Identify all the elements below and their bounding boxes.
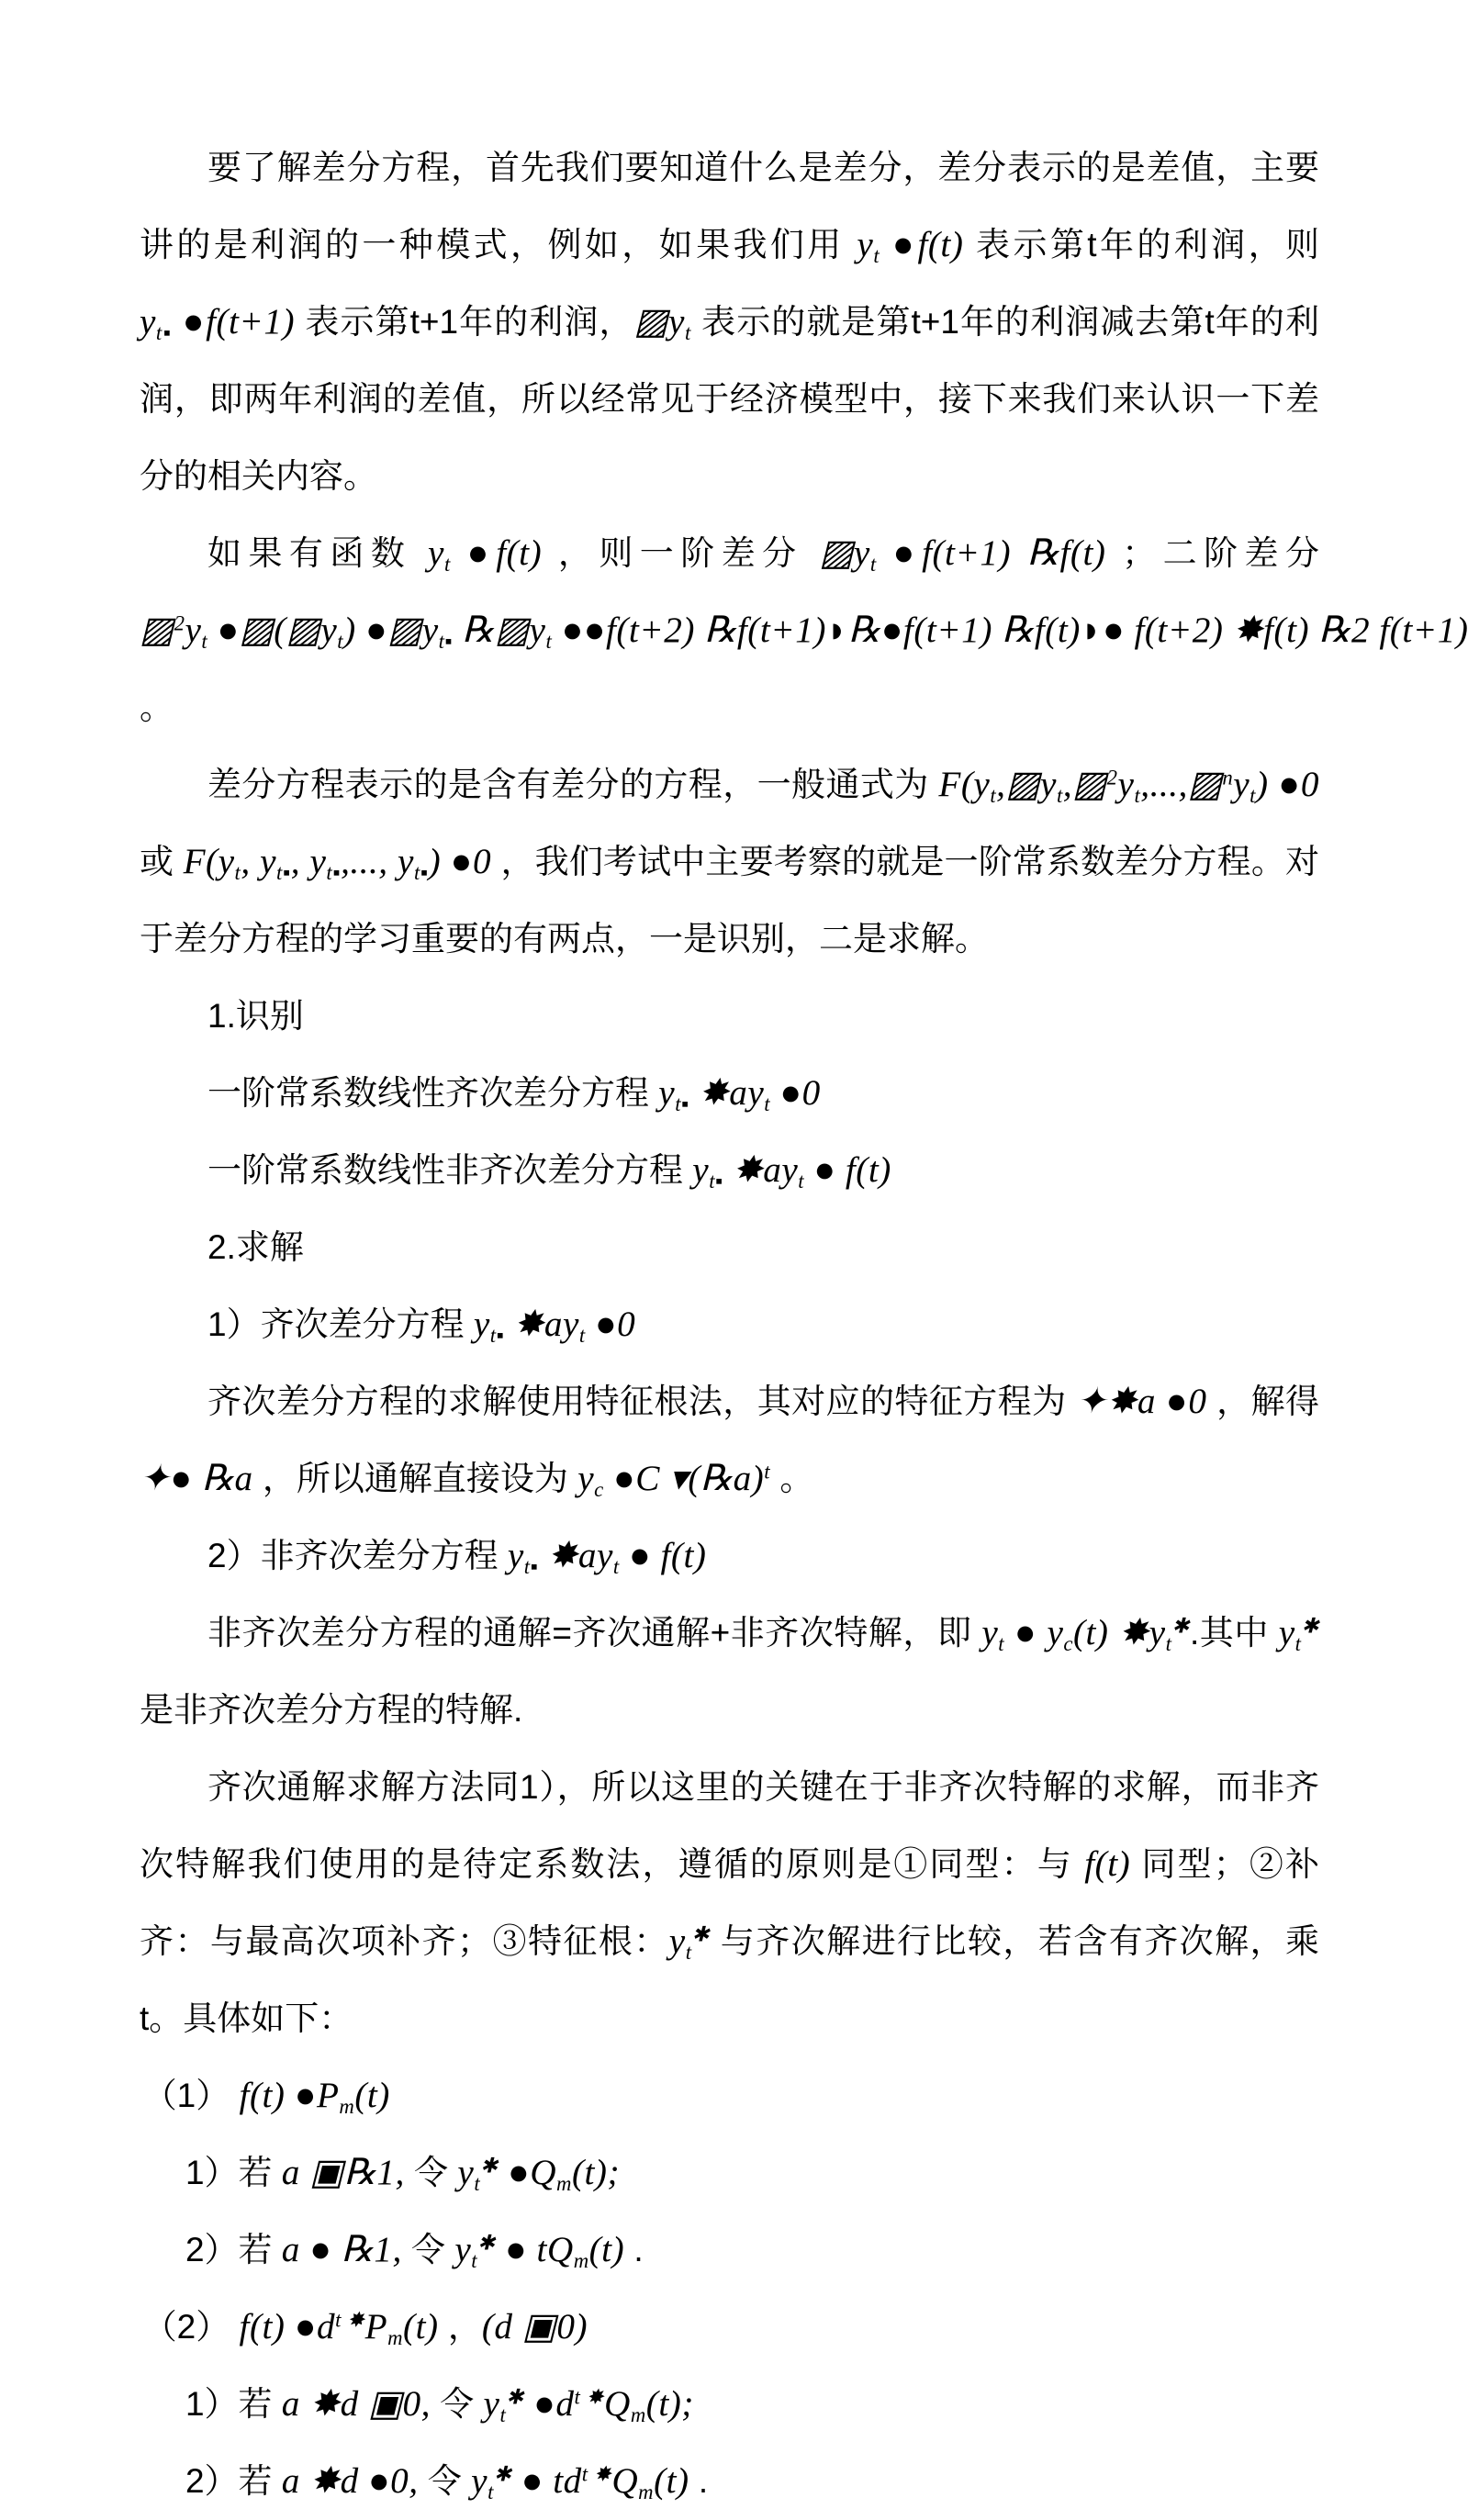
math-formula: $y_t^✱$ $●d^{t ✸}Q_m(t)$; bbox=[483, 2384, 694, 2426]
heading-identify: 1.识别 bbox=[207, 997, 304, 1035]
line-nonhomogeneous-equation: 一阶常系数线性非齐次差分方程 $y_{t▪}$ $✸ay_t$ ● f(t) bbox=[207, 1150, 891, 1193]
math-formula: a ✸d ▣0, bbox=[281, 2384, 431, 2424]
math-formula: $y_{t▪}$ $✸ay_t$ ● f(t) bbox=[507, 1536, 707, 1578]
heading-solve: 2.求解 bbox=[207, 1228, 304, 1266]
paragraph-undetermined-coefficients: 齐次通解求解方法同1），所以这里的关键在于非齐次特解的求解，而非齐次特解我们使用的是待定系数法，遵循的原则是①同型：与 f(t) 同型；②补齐：与最高次项补齐；③特征根：$y_t^✱$ 与齐次解进行比较，若含有齐次解，乘t。具体如下： bbox=[140, 1768, 1320, 2037]
line-case2-sub1: 1）若 a ✸d ▣0, 令 $y_t^✱$ $●d^{t ✸}Q_m(t)$; bbox=[185, 2384, 694, 2426]
paragraph-intro-difference: 要了解差分方程，首先我们要知道什么是差分，差分表示的是差值，主要讲的是利润的一种模式，例如，如果我们用 $y_t$ ●f(t) 表示第t年的利润，则 $y_{t▪}$ ●f(t+1) 表示第t+1年的利润，$▨y_t$ 表示的就是第t+1年的利润减去第t年的利润，即两年利润的差值，所以经常见于经济模型中，接下来我们来认识一下差分的相关内容。 bbox=[140, 149, 1319, 495]
paragraph-first-second-difference: 如果有函数 $y_t$ ●f(t) ，则一阶差分 $▨y_t$ ●f(t+1) ℞f(t) ；二阶差分 $▨^2y_t$ $●▨(▨y_t)$ $●▨y_{t▪}$ $℞▨y_t$ ●●f(t+2) ℞f(t+1)◗℞●f(t+1) ℞f(t)◗● f(t+2) ✸f(t) ℞2 f(t+1)。 bbox=[140, 533, 1468, 726]
paragraph-characteristic-root: 齐次差分方程的求解使用特征根法，其对应的特征方程为 ✦✸a ●0 ，解得 ✦● ℞a ，所以通解直接设为 $y_c$ ●C ▾(℞a)$^t$ 。 bbox=[140, 1382, 1320, 1501]
line-case1: （1） f(t) $●P_m(t)$ bbox=[142, 2076, 390, 2118]
line-case1-sub2: 2）若 a ● ℞1, 令 $y_t^✱$ ● $tQ_m(t)$ . bbox=[185, 2230, 644, 2272]
math-formula: f(t) $●P_m(t)$ bbox=[239, 2076, 390, 2118]
math-formula: $y_{t▪}$ $✸ay_t$ ● f(t) bbox=[692, 1150, 891, 1193]
math-formula: $y_{t▪}$ $✸ay_t$ ●0 bbox=[658, 1073, 821, 1115]
math-formula: $y_t^✱$ bbox=[1278, 1613, 1319, 1655]
math-formula: a ▣℞1, bbox=[281, 2153, 405, 2192]
line-case2-sub2: 2）若 a ✸d ●0, 令 $y_t^✱$ ● $td^{t ✸}Q_m(t)$ . bbox=[185, 2461, 709, 2503]
math-formula: $y_t$ ●f(t) bbox=[857, 225, 964, 267]
line-solve-nonhomogeneous: 2）非齐次差分方程 $y_{t▪}$ $✸ay_t$ ● f(t) bbox=[207, 1536, 707, 1578]
math-formula: $y_t^✱$ ● $tQ_m(t)$ bbox=[454, 2230, 625, 2272]
math-formula: $y_{t▪}$ $✸ay_t$ ●0 bbox=[473, 1305, 636, 1347]
math-formula: f(t) $●d^{t ✸}P_m(t)$ bbox=[239, 2307, 439, 2349]
line-homogeneous-equation: 一阶常系数线性齐次差分方程 $y_{t▪}$ $✸ay_t$ ●0 bbox=[207, 1073, 821, 1115]
math-formula: $▨y_t$ bbox=[633, 302, 691, 344]
line-case1-sub1: 1）若 a ▣℞1, 令 $y_t^✱$ $●Q_m(t)$; bbox=[185, 2153, 621, 2195]
math-formula: $y_t^✱$ ● $td^{t ✸}Q_m(t)$ bbox=[471, 2461, 689, 2503]
math-formula: $▨^2y_t$ $●▨(▨y_t)$ $●▨y_{t▪}$ $℞▨y_t$ ●●f(t+2) ℞f(t+1)◗℞●f(t+1) ℞f(t)◗● f(t+2) ✸f(t) ℞2 f(t+1) bbox=[140, 610, 1468, 653]
math-formula: $y_t$ ●f(t) bbox=[428, 533, 543, 576]
math-formula: a ● ℞1, bbox=[281, 2230, 402, 2269]
math-formula: f(t) bbox=[1084, 1844, 1131, 1884]
math-formula: ✦● ℞a bbox=[140, 1459, 253, 1498]
line-solve-homogeneous: 1）齐次差分方程 $y_{t▪}$ $✸ay_t$ ●0 bbox=[207, 1305, 636, 1347]
line-case2: （2） f(t) $●d^{t ✸}P_m(t)$ ，(d ▣0) bbox=[142, 2307, 588, 2349]
math-formula: $y_t^✱$ bbox=[668, 1921, 711, 1964]
math-formula: $F(y_t$, $y_{t▪}$, $y_{t▪}$,..., $y_{t▪}$) ●0 bbox=[183, 842, 492, 884]
paragraph-general-solution: 非齐次差分方程的通解=齐次通解+非齐次特解，即 $y_t$ ● $y_c(t)$ $✸y_t^✱$.其中 $y_t^✱$ 是非齐次差分方程的特解. bbox=[140, 1613, 1319, 1729]
math-formula: $F(y_t,▨y_t,▨^2y_t,...,▨^ny_t)$ ●0 bbox=[938, 765, 1319, 807]
math-formula: (d ▣0) bbox=[481, 2307, 588, 2346]
math-formula: $y_{t▪}$ ●f(t+1) bbox=[140, 302, 296, 344]
paragraph-general-form: 差分方程表示的是含有差分的方程，一般通式为 $F(y_t,▨y_t,▨^2y_t,...,▨^ny_t)$ ●0 或 $F(y_t$, $y_{t▪}$, $y_{t▪}$,..., $y_{t▪}$) ●0 ，我们考试中主要考察的就是一阶常系数差分方程。对于差分方程的学习重要的有两点，一是识别，二是求解。 bbox=[140, 765, 1319, 958]
math-formula: $▨y_t$ ●f(t+1) ℞f(t) bbox=[819, 533, 1106, 576]
math-formula: a ✸d ●0, bbox=[281, 2461, 419, 2501]
math-formula: ✦✸a ●0 bbox=[1076, 1382, 1207, 1421]
math-formula: $y_t$ ● $y_c(t)$ $✸y_t^✱$ bbox=[981, 1613, 1190, 1655]
math-formula: $y_c$ ●C ▾(℞a)$^t$ bbox=[577, 1459, 771, 1501]
math-formula: $y_t^✱$ $●Q_m(t)$; bbox=[457, 2153, 621, 2195]
